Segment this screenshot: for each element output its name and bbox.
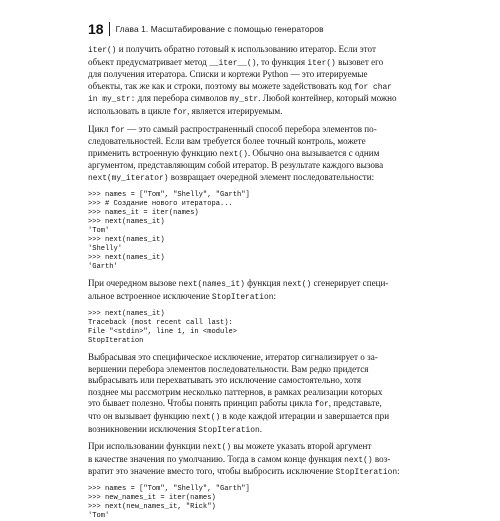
text-line [88, 278, 420, 291]
page-number: 18 [88, 22, 110, 36]
body-text: что он вызывает функцию [88, 410, 192, 421]
text-line [88, 136, 420, 148]
text-line [88, 57, 420, 70]
body-text: : [397, 466, 400, 477]
inline-code: next() [191, 412, 221, 422]
code-line: >>> names_it = iter(names) [88, 208, 199, 217]
page-header [88, 20, 420, 38]
text-line [88, 106, 420, 119]
text-line [88, 398, 420, 411]
body-text: воз- [372, 453, 391, 464]
inline-code: __iter__() [209, 58, 257, 68]
body-text: Цикл [88, 123, 111, 134]
code-line: >>> next(names_it) [88, 236, 165, 244]
text-line [88, 124, 420, 137]
text-line [88, 375, 420, 387]
text-line [88, 148, 420, 161]
code-block-default-value [88, 485, 420, 521]
inline-code: for [172, 107, 188, 117]
body-text: сгенерирует специ- [311, 278, 389, 289]
code-line: 'Tom' [88, 226, 110, 235]
code-block-traceback [88, 310, 420, 346]
body-text: . Обычно она вызывается с одним [247, 147, 380, 158]
body-text: и получить обратно готовый к использованию итератор. Если этот [116, 44, 376, 54]
body-text: объекты, так же как и строки, поэтому вы можете задействовать код [88, 80, 355, 91]
body-text: позднее мы рассмотрим несколько паттернов, в рамках реализации которых [88, 386, 383, 397]
body-text: возникновении исключения [88, 423, 199, 434]
text-line [88, 291, 420, 304]
paragraph-stopiteration [88, 278, 420, 303]
code-line: >>> new_names_it = iter(names) [88, 493, 216, 502]
text-line [88, 466, 420, 479]
inline-code: next() [202, 443, 232, 453]
code-block-next-calls [88, 191, 420, 273]
text-line [88, 387, 420, 399]
inline-code: iter() [88, 46, 117, 55]
body-text: : [273, 290, 276, 301]
paragraph-for-loop-explanation [88, 352, 420, 436]
body-text: возвращает очередной элемент последовательности: [168, 171, 375, 182]
paragraph-default-value [88, 441, 420, 479]
code-line: 'Shelly' [88, 245, 123, 254]
body-text: вершении перебора элементов последовательности. Вам редко придется [88, 363, 369, 374]
code-line: >>> names = ["Tom", "Shelly", "Garth"] [88, 190, 250, 199]
inline-code: next() [344, 455, 373, 465]
code-line: >>> next(names_it) [88, 217, 165, 226]
code-line: StopIteration [88, 336, 144, 345]
inline-code: for [110, 125, 125, 135]
body-text: аргументом, представляющим собой итератор. В результате каждого вызова [88, 160, 384, 171]
body-text: объект предусматривает метод [88, 56, 210, 67]
code-line: 'Tom' [88, 512, 110, 521]
body-text: в качестве значения по умолчанию. Тогда в самом конце функция [88, 453, 345, 464]
body-text: для получения итератора. Списки и кортежи Python — это итерируемые [88, 69, 368, 80]
body-text: При очередном вызове [88, 278, 179, 289]
body-text: . [259, 423, 263, 434]
text-line [88, 69, 420, 81]
inline-code: my_str [229, 95, 259, 105]
code-line: >>> # Создание нового итератора... [88, 199, 233, 208]
body-text: следовательностей. Если вам требуется более точный контроль, можете [88, 136, 366, 147]
code-line: File "<stdin>", line 1, in <module> [88, 327, 237, 336]
body-text: Выбрасывая это специфическое исключение, итератор сигнализирует о за- [88, 351, 378, 362]
body-text: применить встроенную функцию [88, 147, 220, 158]
body-text: в коде каждой итерации и завершается при [220, 410, 390, 421]
body-text: альное встроенное исключение [88, 290, 212, 301]
body-text: это бывает полезно. Чтобы понять принцип работы цикла [88, 398, 315, 409]
body-text: , является итерируемым. [187, 105, 283, 116]
text-line [88, 93, 420, 106]
body-text: , то функция [256, 56, 308, 67]
body-text: выбрасывать или перехватывать это исключение самостоятельно, хотя [88, 375, 362, 386]
book-page [88, 20, 420, 521]
inline-code: next() [219, 149, 248, 159]
inline-code: next() [282, 280, 312, 290]
text-line [88, 160, 420, 172]
code-line: >>> names = ["Tom", "Shelly", "Garth"] [88, 484, 250, 493]
inline-code: next(my_iterator) [88, 173, 169, 183]
inline-code: StopIteration [335, 468, 398, 478]
paragraph-next-function [88, 124, 420, 185]
text-line [88, 424, 420, 437]
body-text: , представьте, [328, 398, 382, 409]
body-text: функция [244, 278, 283, 289]
text-line [88, 411, 420, 424]
code-line: Traceback (most recent call last): [88, 318, 233, 327]
inline-code: for char [354, 82, 392, 92]
text-line [88, 441, 420, 454]
body-text: При использовании функции [88, 441, 203, 452]
text-line [88, 44, 420, 57]
code-line: >>> next(new_names_it, "Rick") [88, 503, 216, 512]
code-line: 'Garth' [88, 263, 118, 272]
code-line: >>> next(names_it) [88, 309, 165, 318]
body-text: . Любой контейнер, который можно [258, 93, 397, 104]
code-line: >>> next(names_it) [88, 254, 165, 263]
text-line [88, 352, 420, 364]
inline-code: next(names_it) [178, 280, 245, 290]
body-text: вызовет его [335, 56, 384, 67]
inline-code: iter() [307, 58, 336, 68]
body-text: для перебора символов [135, 93, 230, 104]
text-line [88, 364, 420, 376]
body-text: использовать в цикле [88, 105, 173, 116]
text-line [88, 454, 420, 467]
body-text: вы можете указать второй аргумент [231, 441, 372, 452]
paragraph-iterable-objects [88, 44, 420, 119]
text-line [88, 81, 420, 94]
body-text: — это самый распространенный способ перебора элементов по- [124, 123, 377, 134]
text-line [88, 172, 420, 185]
chapter-title: Глава 1. Масштабирование с помощью генераторов [115, 24, 324, 34]
body-text: вратит это значение вместо того, чтобы выбросить исключение [88, 466, 336, 477]
inline-code: StopIteration [211, 292, 274, 302]
inline-code: for [314, 400, 329, 410]
inline-code: StopIteration [198, 425, 260, 435]
inline-code: in my_str: [88, 95, 136, 105]
